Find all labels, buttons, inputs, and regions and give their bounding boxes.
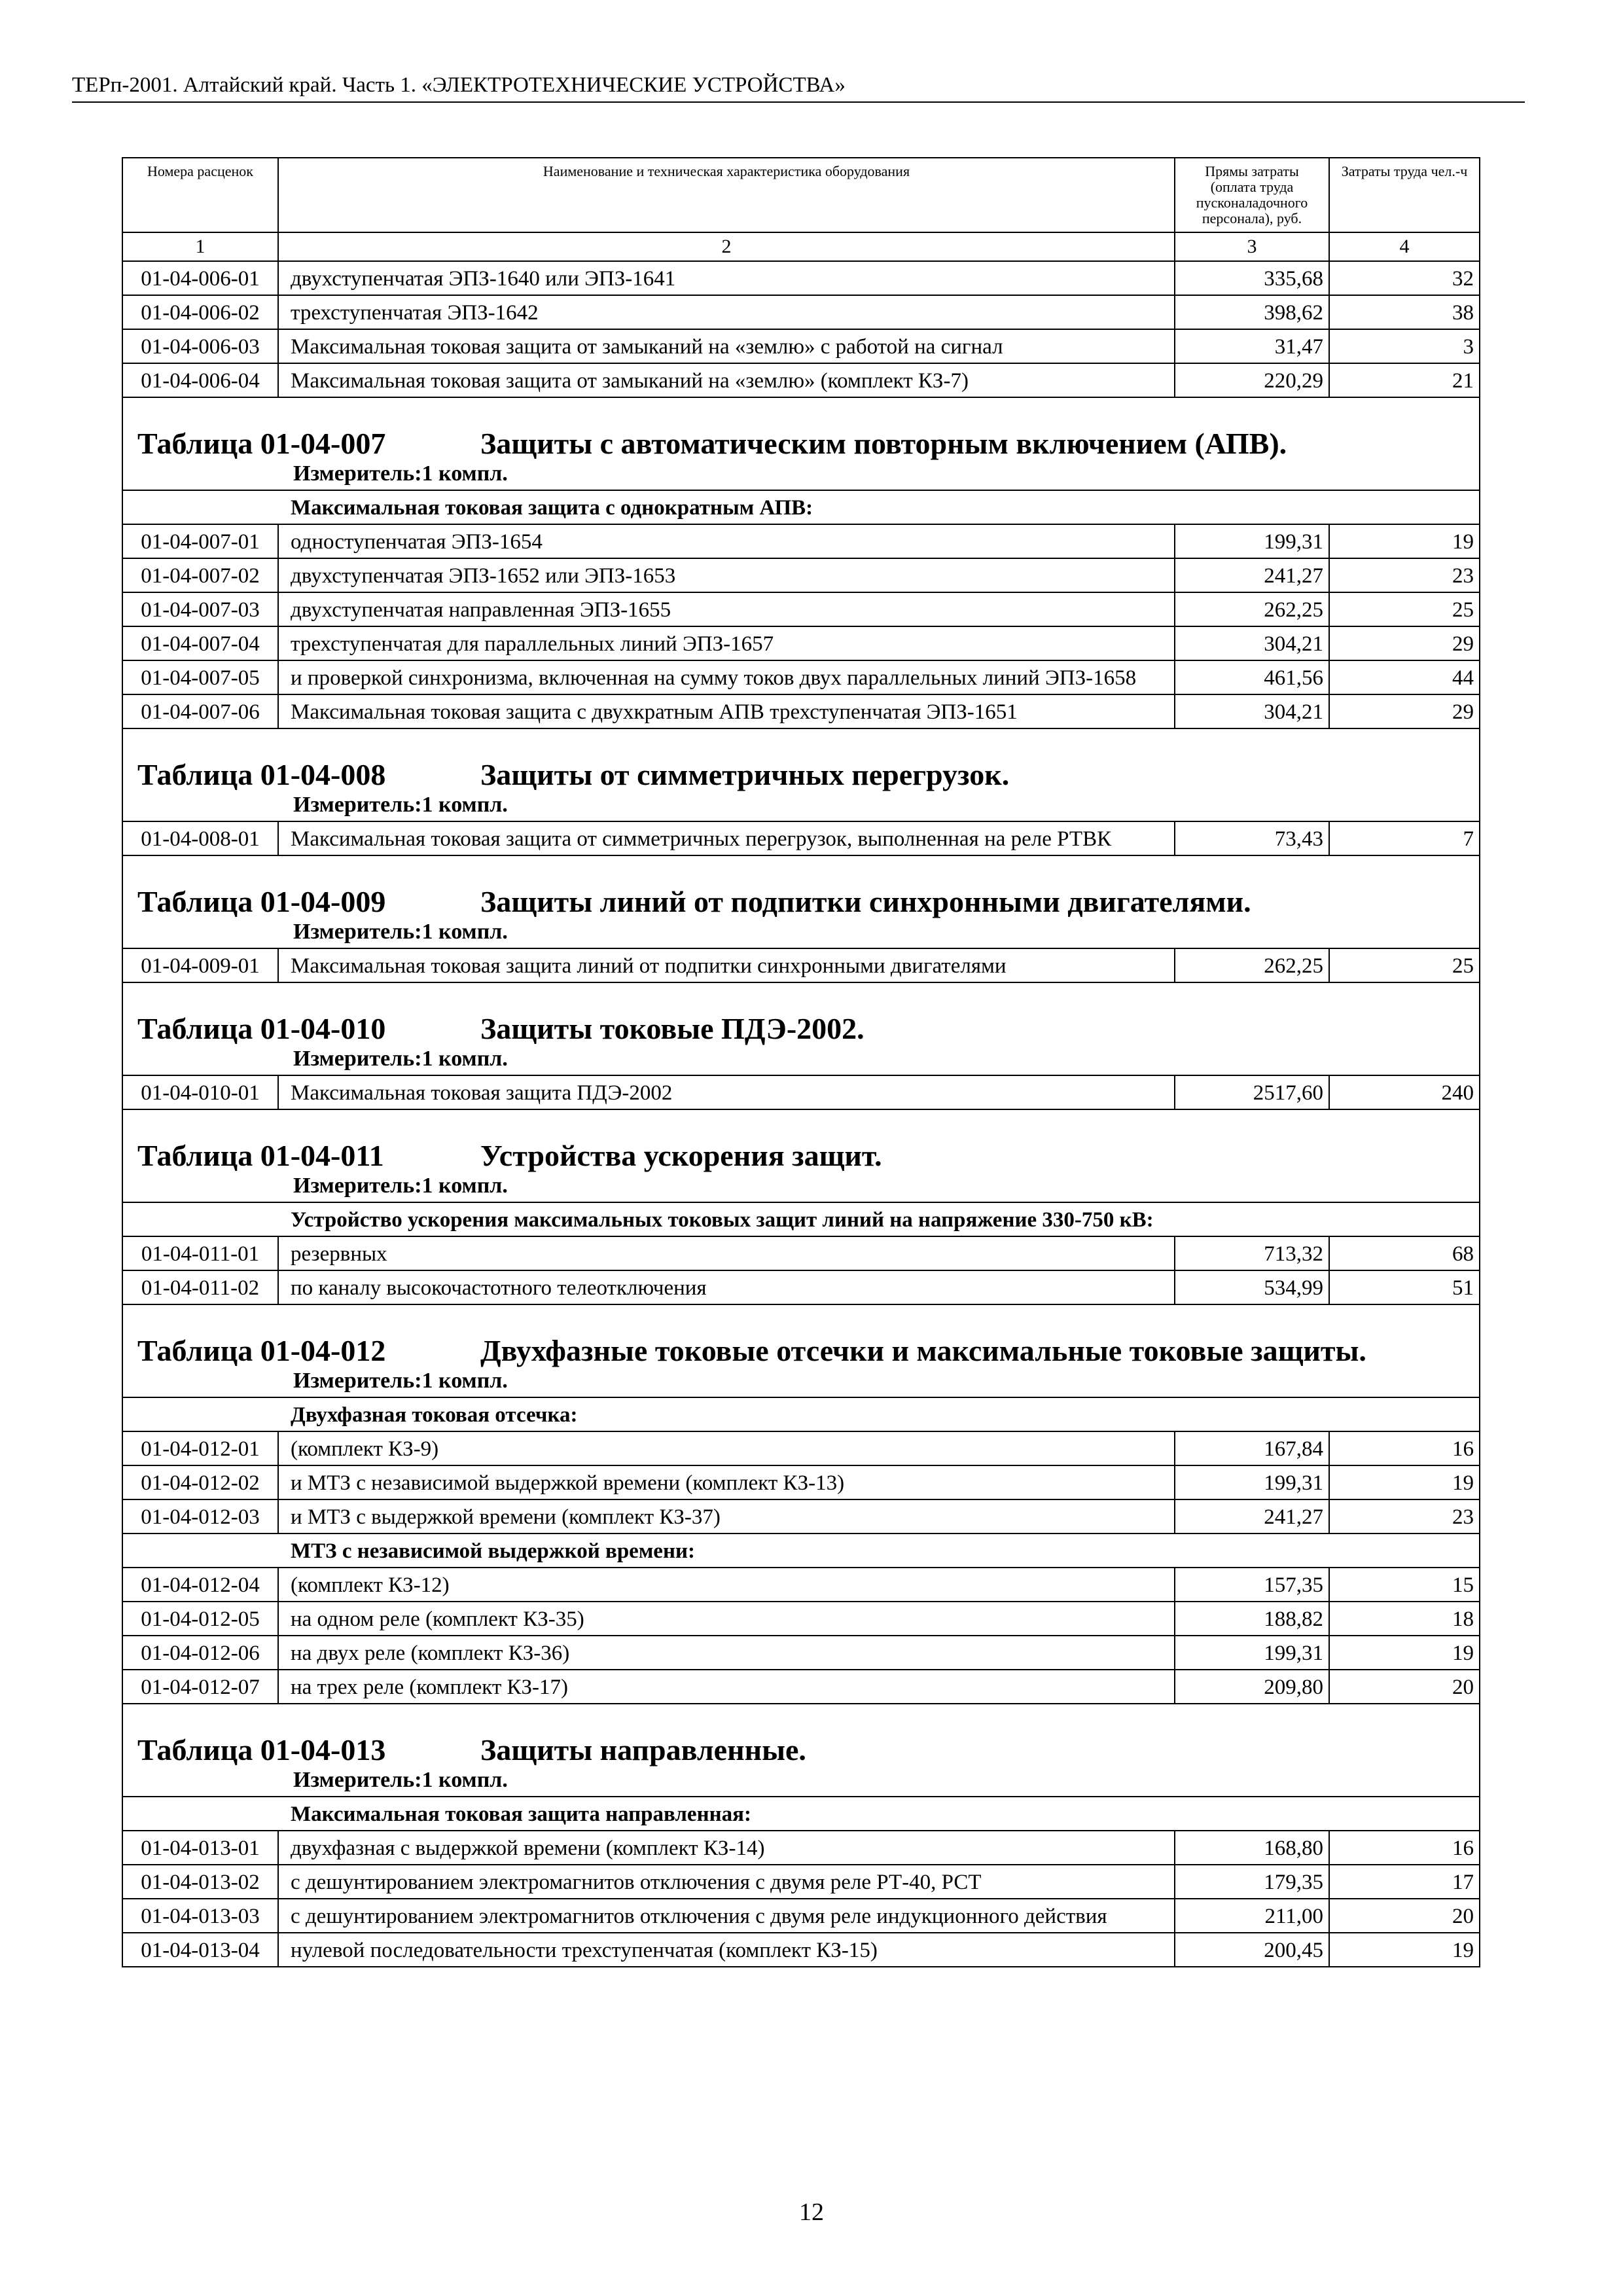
- direct-cost: 241,27: [1175, 558, 1329, 592]
- table-row: [122, 1431, 1480, 1465]
- table-row: [122, 1636, 1480, 1670]
- labor-cost: 21: [1329, 363, 1480, 397]
- labor-cost: 68: [1329, 1236, 1480, 1270]
- rate-description: двухступенчатая направленная ЭПЗ-1655: [278, 592, 1175, 626]
- column-number: 2: [278, 232, 1175, 261]
- unit-of-measure: Измеритель:1 компл.: [293, 793, 508, 817]
- rate-description: Максимальная токовая защита линий от подпитки синхронными двигателями: [278, 948, 1175, 982]
- labor-cost: 16: [1329, 1431, 1480, 1465]
- labor-cost: 29: [1329, 694, 1480, 728]
- rate-description: Максимальная токовая защита с двухкратным АПВ трехступенчатая ЭПЗ-1651: [278, 694, 1175, 728]
- rate-description: с дешунтированием электромагнитов отключения с двумя реле индукционного действия: [278, 1899, 1175, 1933]
- column-number-row: [122, 232, 1480, 261]
- table-row: [122, 1075, 1480, 1109]
- rate-code: 01-04-006-01: [122, 261, 278, 295]
- direct-cost: 398,62: [1175, 295, 1329, 329]
- group-heading-row: [122, 490, 1480, 524]
- rate-description: трехступенчатая для параллельных линий ЭПЗ-1657: [278, 626, 1175, 660]
- group-heading: МТЗ с независимой выдержкой времени:: [122, 1534, 1480, 1568]
- labor-cost: 20: [1329, 1670, 1480, 1704]
- table-title: Защиты с автоматическим повторным включением (АПВ).: [480, 427, 1287, 460]
- table-title: Защиты от симметричных перегрузок.: [480, 758, 1010, 791]
- labor-cost: 19: [1329, 1933, 1480, 1967]
- rate-code: 01-04-007-02: [122, 558, 278, 592]
- labor-cost: 20: [1329, 1899, 1480, 1933]
- rate-code: 01-04-012-04: [122, 1568, 278, 1602]
- table-title: Двухфазные токовые отсечки и максимальные токовые защиты.: [480, 1334, 1366, 1367]
- table-row: [122, 1270, 1480, 1304]
- table-row: [122, 1236, 1480, 1270]
- unit-of-measure: Измеритель:1 компл.: [293, 1768, 508, 1792]
- direct-cost: 199,31: [1175, 1636, 1329, 1670]
- direct-cost: 209,80: [1175, 1670, 1329, 1704]
- rate-description: по каналу высокочастотного телеотключения: [278, 1270, 1175, 1304]
- table-row: [122, 1465, 1480, 1499]
- table-title-block: [122, 397, 1480, 490]
- column-number: 3: [1175, 232, 1329, 261]
- rate-code: 01-04-013-03: [122, 1899, 278, 1933]
- table-title: Защиты линий от подпитки синхронными двигателями.: [480, 885, 1251, 918]
- rate-description: с дешунтированием электромагнитов отключения с двумя реле РТ-40, РСТ: [278, 1865, 1175, 1899]
- direct-cost: 179,35: [1175, 1865, 1329, 1899]
- labor-cost: 32: [1329, 261, 1480, 295]
- rate-description: резервных: [278, 1236, 1175, 1270]
- rate-code: 01-04-010-01: [122, 1075, 278, 1109]
- direct-cost: 304,21: [1175, 694, 1329, 728]
- rate-description: Максимальная токовая защита ПДЭ-2002: [278, 1075, 1175, 1109]
- table-title-block: [122, 855, 1480, 948]
- table-row: [122, 821, 1480, 855]
- rate-code: 01-04-012-07: [122, 1670, 278, 1704]
- table-row: [122, 948, 1480, 982]
- table-row: [122, 1602, 1480, 1636]
- rate-description: одноступенчатая ЭПЗ-1654: [278, 524, 1175, 558]
- labor-cost: 16: [1329, 1831, 1480, 1865]
- direct-cost: 157,35: [1175, 1568, 1329, 1602]
- table-title-block: [122, 1109, 1480, 1202]
- direct-cost: 31,47: [1175, 329, 1329, 363]
- direct-cost: 304,21: [1175, 626, 1329, 660]
- unit-of-measure: Измеритель:1 компл.: [293, 461, 508, 486]
- table-number: Таблица 01-04-007: [137, 427, 386, 460]
- rate-code: 01-04-007-01: [122, 524, 278, 558]
- column-header-description: Наименование и техническая характеристика оборудования: [278, 158, 1175, 232]
- labor-cost: 51: [1329, 1270, 1480, 1304]
- unit-of-measure: Измеритель:1 компл.: [293, 1047, 508, 1071]
- table-title-row: [122, 397, 1480, 490]
- unit-of-measure: Измеритель:1 компл.: [293, 920, 508, 944]
- table-title-row: [122, 1109, 1480, 1202]
- direct-cost: 241,27: [1175, 1499, 1329, 1534]
- direct-cost: 168,80: [1175, 1831, 1329, 1865]
- table-number: Таблица 01-04-009: [137, 885, 386, 918]
- unit-of-measure: Измеритель:1 компл.: [293, 1369, 508, 1393]
- direct-cost: 211,00: [1175, 1899, 1329, 1933]
- labor-cost: 17: [1329, 1865, 1480, 1899]
- rate-description: трехступенчатая ЭПЗ-1642: [278, 295, 1175, 329]
- group-heading-row: [122, 1797, 1480, 1831]
- table-row: [122, 329, 1480, 363]
- direct-cost: 262,25: [1175, 592, 1329, 626]
- direct-cost: 713,32: [1175, 1236, 1329, 1270]
- labor-cost: 29: [1329, 626, 1480, 660]
- rate-code: 01-04-007-04: [122, 626, 278, 660]
- labor-cost: 38: [1329, 295, 1480, 329]
- rate-code: 01-04-009-01: [122, 948, 278, 982]
- table-header-row: [122, 158, 1480, 232]
- unit-of-measure: Измеритель:1 компл.: [293, 1174, 508, 1198]
- direct-cost: 199,31: [1175, 524, 1329, 558]
- table-title-block: [122, 982, 1480, 1075]
- table-row: [122, 295, 1480, 329]
- rate-code: 01-04-013-04: [122, 1933, 278, 1967]
- page-number: 12: [799, 2198, 824, 2226]
- direct-cost: 461,56: [1175, 660, 1329, 694]
- direct-cost: 188,82: [1175, 1602, 1329, 1636]
- column-header-codes: Номера расценок: [122, 158, 278, 232]
- table-title-row: [122, 1704, 1480, 1797]
- table-row: [122, 1831, 1480, 1865]
- rate-description: двухступенчатая ЭПЗ-1640 или ЭПЗ-1641: [278, 261, 1175, 295]
- table-number: Таблица 01-04-013: [137, 1733, 386, 1767]
- table-row: [122, 1499, 1480, 1534]
- rate-code: 01-04-013-02: [122, 1865, 278, 1899]
- labor-cost: 3: [1329, 329, 1480, 363]
- rate-code: 01-04-011-02: [122, 1270, 278, 1304]
- table-row: [122, 1933, 1480, 1967]
- table-number: Таблица 01-04-011: [137, 1139, 384, 1172]
- table-title-block: [122, 1304, 1480, 1397]
- direct-cost: 262,25: [1175, 948, 1329, 982]
- rate-code: 01-04-012-03: [122, 1499, 278, 1534]
- table-row: [122, 363, 1480, 397]
- table-row: [122, 626, 1480, 660]
- direct-cost: 534,99: [1175, 1270, 1329, 1304]
- rate-code: 01-04-013-01: [122, 1831, 278, 1865]
- rate-description: двухступенчатая ЭПЗ-1652 или ЭПЗ-1653: [278, 558, 1175, 592]
- table-row: [122, 1670, 1480, 1704]
- table-row: [122, 1899, 1480, 1933]
- rate-code: 01-04-012-05: [122, 1602, 278, 1636]
- group-heading-row: [122, 1397, 1480, 1431]
- labor-cost: 7: [1329, 821, 1480, 855]
- table-title: Защиты направленные.: [480, 1733, 806, 1767]
- labor-cost: 15: [1329, 1568, 1480, 1602]
- direct-cost: 199,31: [1175, 1465, 1329, 1499]
- table-number: Таблица 01-04-012: [137, 1334, 386, 1367]
- rate-code: 01-04-012-06: [122, 1636, 278, 1670]
- rate-code: 01-04-008-01: [122, 821, 278, 855]
- labor-cost: 18: [1329, 1602, 1480, 1636]
- table-title: Устройства ускорения защит.: [480, 1139, 882, 1172]
- group-heading: Максимальная токовая защита с однократным АПВ:: [122, 490, 1480, 524]
- labor-cost: 44: [1329, 660, 1480, 694]
- column-header-direct-costs: Прямы затраты (оплата труда пусконаладочного персонала), руб.: [1175, 158, 1329, 232]
- labor-cost: 240: [1329, 1075, 1480, 1109]
- rate-description: на трех реле (комплект КЗ-17): [278, 1670, 1175, 1704]
- column-header-labor: Затраты труда чел.-ч: [1329, 158, 1480, 232]
- group-heading: Двухфазная токовая отсечка:: [122, 1397, 1480, 1431]
- rate-description: и МТЗ с независимой выдержкой времени (комплект КЗ-13): [278, 1465, 1175, 1499]
- rate-code: 01-04-006-03: [122, 329, 278, 363]
- rate-description: на двух реле (комплект КЗ-36): [278, 1636, 1175, 1670]
- rate-code: 01-04-012-01: [122, 1431, 278, 1465]
- labor-cost: 23: [1329, 558, 1480, 592]
- rate-description: двухфазная с выдержкой времени (комплект КЗ-14): [278, 1831, 1175, 1865]
- rate-code: 01-04-012-02: [122, 1465, 278, 1499]
- table-title-block: [122, 1704, 1480, 1797]
- table-row: [122, 558, 1480, 592]
- rate-description: и МТЗ с выдержкой времени (комплект КЗ-37): [278, 1499, 1175, 1534]
- rate-code: 01-04-007-06: [122, 694, 278, 728]
- direct-cost: 335,68: [1175, 261, 1329, 295]
- rate-description: (комплект КЗ-12): [278, 1568, 1175, 1602]
- group-heading: Устройство ускорения максимальных токовых защит линий на напряжение 330-750 кВ:: [122, 1202, 1480, 1236]
- table-title-row: [122, 728, 1480, 821]
- table-number: Таблица 01-04-008: [137, 758, 386, 791]
- group-heading-row: [122, 1202, 1480, 1236]
- rate-code: 01-04-006-04: [122, 363, 278, 397]
- labor-cost: 19: [1329, 1465, 1480, 1499]
- direct-cost: 73,43: [1175, 821, 1329, 855]
- table-title-row: [122, 982, 1480, 1075]
- table-row: [122, 261, 1480, 295]
- rate-description: Максимальная токовая защита от замыканий на «землю» с работой на сигнал: [278, 329, 1175, 363]
- column-number: 4: [1329, 232, 1480, 261]
- direct-cost: 220,29: [1175, 363, 1329, 397]
- group-heading-row: [122, 1534, 1480, 1568]
- table-row: [122, 524, 1480, 558]
- table-title-row: [122, 855, 1480, 948]
- table-row: [122, 1865, 1480, 1899]
- labor-cost: 23: [1329, 1499, 1480, 1534]
- rate-code: 01-04-011-01: [122, 1236, 278, 1270]
- labor-cost: 25: [1329, 948, 1480, 982]
- table-title-block: [122, 728, 1480, 821]
- direct-cost: 167,84: [1175, 1431, 1329, 1465]
- labor-cost: 19: [1329, 1636, 1480, 1670]
- table-row: [122, 660, 1480, 694]
- rate-code: 01-04-007-05: [122, 660, 278, 694]
- rate-description: на одном реле (комплект КЗ-35): [278, 1602, 1175, 1636]
- rate-code: 01-04-006-02: [122, 295, 278, 329]
- rate-description: нулевой последовательности трехступенчатая (комплект КЗ-15): [278, 1933, 1175, 1967]
- page-header: ТЕРп-2001. Алтайский край. Часть 1. «ЭЛЕКТРОТЕХНИЧЕСКИЕ УСТРОЙСТВА»: [72, 73, 1525, 103]
- rate-description: (комплект КЗ-9): [278, 1431, 1175, 1465]
- labor-cost: 25: [1329, 592, 1480, 626]
- rate-code: 01-04-007-03: [122, 592, 278, 626]
- group-heading: Максимальная токовая защита направленная:: [122, 1797, 1480, 1831]
- table-number: Таблица 01-04-010: [137, 1012, 386, 1045]
- direct-cost: 2517,60: [1175, 1075, 1329, 1109]
- rates-table: [122, 157, 1480, 1967]
- rate-description: Максимальная токовая защита от замыканий на «землю» (комплект КЗ-7): [278, 363, 1175, 397]
- direct-cost: 200,45: [1175, 1933, 1329, 1967]
- rate-description: Максимальная токовая защита от симметричных перегрузок, выполненная на реле РТВК: [278, 821, 1175, 855]
- labor-cost: 19: [1329, 524, 1480, 558]
- column-number: 1: [122, 232, 278, 261]
- table-title-row: [122, 1304, 1480, 1397]
- rate-description: и проверкой синхронизма, включенная на сумму токов двух параллельных линий ЭПЗ-1658: [278, 660, 1175, 694]
- table-row: [122, 1568, 1480, 1602]
- table-row: [122, 694, 1480, 728]
- table-title: Защиты токовые ПДЭ-2002.: [480, 1012, 865, 1045]
- table-row: [122, 592, 1480, 626]
